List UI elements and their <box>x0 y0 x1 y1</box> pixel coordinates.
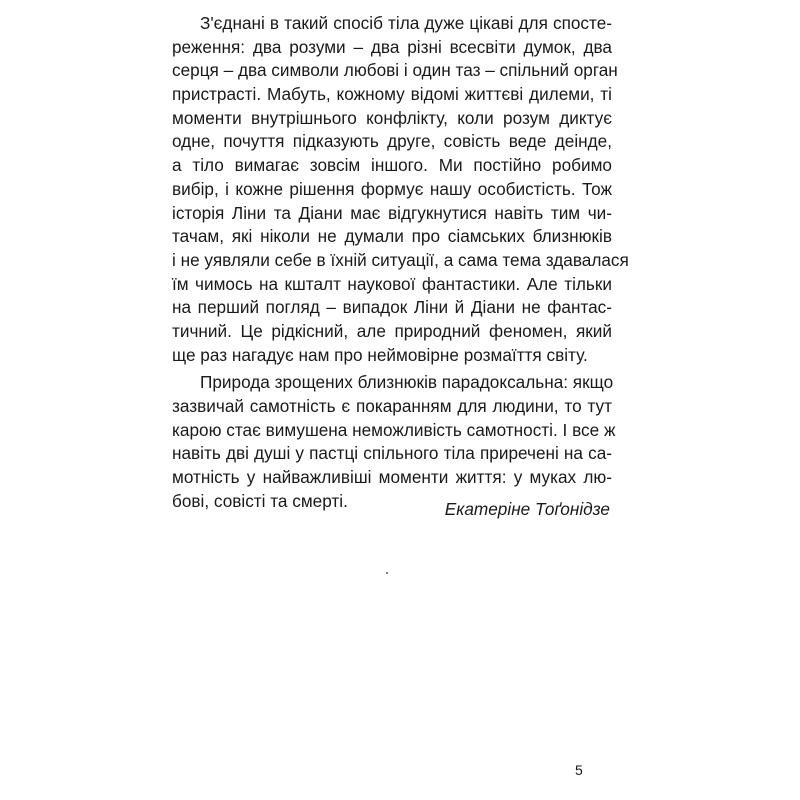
text-line: а тіло вимагає зовсім іншого. Ми постійно робимо <box>172 155 612 176</box>
author-signature: Екатеріне Тоґонідзе <box>444 499 610 519</box>
text-line: бові, совісті та смерті. <box>172 490 348 511</box>
stray-mark <box>386 572 388 574</box>
text-line: пристрасті. Мабуть, кожному відомі життєві дилеми, ті <box>172 84 612 105</box>
text-line: історія Ліни та Діани має відгукнутися навіть тим чи- <box>172 202 612 223</box>
text-line: моменти внутрішнього конфлікту, коли розум диктує <box>172 107 612 128</box>
text-line: тичний. Це рідкісний, але природний феномен, який <box>172 320 612 341</box>
text-line: мотність у найважливіші моменти життя: у муках лю- <box>172 467 612 488</box>
text-line: серця – два символи любові і один таз – спільний орган <box>172 60 618 81</box>
body-text <box>172 12 629 513</box>
text-line: реження: два розуми – два різні всесвіти думок, два <box>172 36 612 57</box>
text-line: на перший погляд – випадок Ліни й Діани не фантас- <box>172 297 612 318</box>
text-line: Природа зрощених близнюків парадоксальна: якщо <box>200 372 614 393</box>
text-line: тачам, які ніколи не думали про сіамських близнюків <box>172 226 612 247</box>
text-line: ще раз нагадує нам про неймовірне розмаїття світу. <box>172 344 588 365</box>
text-line: одне, почуття підказують друге, совість веде деінде, <box>172 131 612 152</box>
paragraph-1 <box>172 12 629 367</box>
text-line: зазвичай самотність є покаранням для людини, то тут <box>172 396 612 416</box>
paragraph-2 <box>172 371 616 513</box>
text-line: їм чимось на кшталт наукової фантастики. Але тільки <box>172 273 612 294</box>
text-line: навіть дві душі у пастці спільного тіла приречені на са- <box>172 443 612 464</box>
text-line: карою стає вимушена неможливість самотності. І все ж <box>172 419 616 440</box>
text-line: вибір, і кожне рішення формує нашу особистість. Тож <box>172 178 612 199</box>
page-number: 5 <box>575 762 583 778</box>
text-line: і не уявляли себе в їхній ситуації, а сама тема здавалася <box>172 249 629 270</box>
text-line: З'єднані в такий спосіб тіла дуже цікаві для спосте- <box>200 13 612 33</box>
